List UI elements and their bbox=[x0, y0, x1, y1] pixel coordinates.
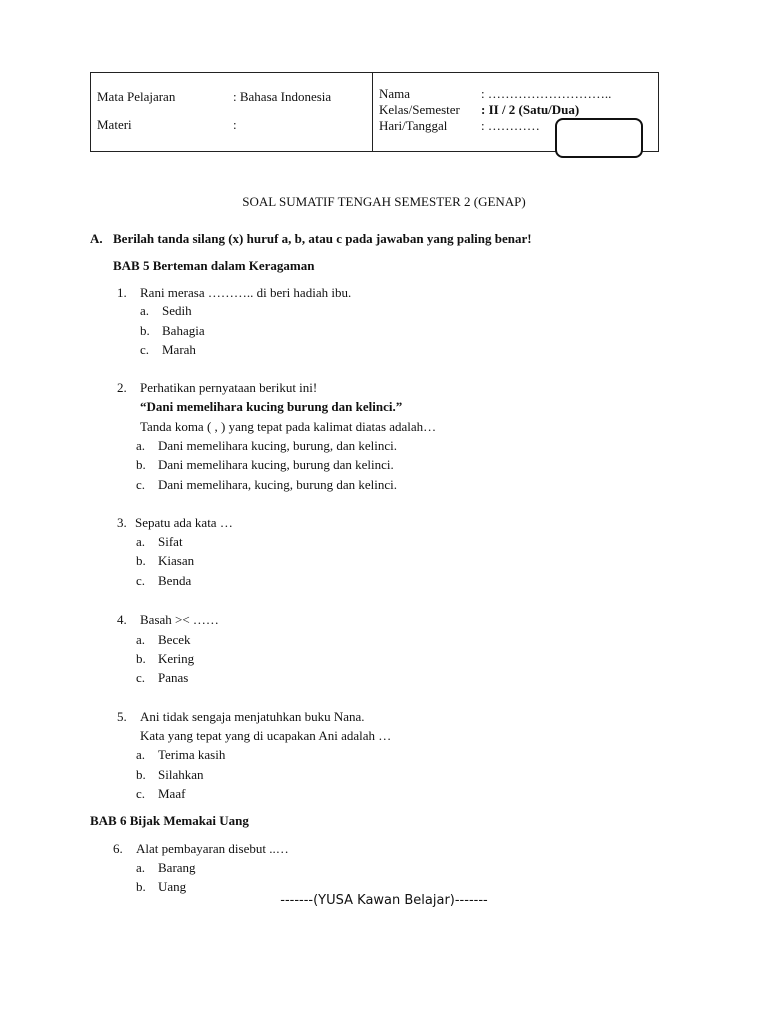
section-a-instruction: Berilah tanda silang (x) huruf a, b, atau c pada jawaban yang paling benar! bbox=[113, 231, 532, 246]
option-letter: a. bbox=[136, 438, 146, 453]
option-letter: a. bbox=[136, 747, 146, 762]
option-text: Panas bbox=[158, 670, 189, 685]
option-letter: a. bbox=[136, 632, 146, 647]
bab6-heading: BAB 6 Bijak Memakai Uang bbox=[90, 813, 249, 828]
materi-label: Materi bbox=[97, 117, 132, 132]
option-letter: b. bbox=[136, 457, 146, 472]
question-text: Sepatu ada kata … bbox=[135, 515, 233, 530]
option-text: Dani memelihara kucing, burung, dan kelinci. bbox=[158, 438, 397, 453]
option-text: Terima kasih bbox=[158, 747, 226, 762]
kelas-value: : II / 2 (Satu/Dua) bbox=[481, 102, 580, 117]
bab5-heading: BAB 5 Berteman dalam Keragaman bbox=[113, 258, 315, 273]
option-text: Silahkan bbox=[158, 767, 204, 782]
option-letter: c. bbox=[136, 786, 146, 801]
option-text: Bahagia bbox=[162, 323, 205, 338]
question-quote: “Dani memelihara kucing burung dan kelinci.” bbox=[140, 399, 403, 414]
question-text: Alat pembayaran disebut ..… bbox=[136, 841, 289, 856]
option-letter: b. bbox=[136, 651, 146, 666]
option-text: Kiasan bbox=[158, 553, 195, 568]
footer-watermark: -------(YUSA Kawan Belajar)------- bbox=[280, 893, 488, 908]
nama-value: : ……………………….. bbox=[481, 86, 612, 101]
question-text: Kata yang tepat yang di ucapakan Ani adalah … bbox=[140, 728, 392, 743]
option-text: Dani memelihara, kucing, burung dan kelinci. bbox=[158, 477, 397, 492]
option-text: Becek bbox=[158, 632, 191, 647]
question-number: 4. bbox=[117, 612, 127, 627]
page-title: SOAL SUMATIF TENGAH SEMESTER 2 (GENAP) bbox=[242, 194, 526, 209]
option-text: Marah bbox=[162, 342, 196, 357]
mapel-value: : Bahasa Indonesia bbox=[233, 89, 332, 104]
kelas-label: Kelas/Semester bbox=[379, 102, 460, 117]
option-text: Maaf bbox=[158, 786, 186, 801]
section-a-marker: A. bbox=[90, 231, 103, 246]
option-text: Barang bbox=[158, 860, 196, 875]
option-text: Kering bbox=[158, 651, 195, 666]
option-letter: b. bbox=[136, 879, 146, 894]
option-text: Sedih bbox=[162, 303, 192, 318]
option-letter: a. bbox=[136, 534, 146, 549]
hari-value: : ………… bbox=[481, 118, 540, 133]
question-text: Basah >< …… bbox=[140, 612, 219, 627]
question-text: Rani merasa ……….. di beri hadiah ibu. bbox=[140, 285, 352, 300]
question-number: 2. bbox=[117, 380, 127, 395]
option-letter: a. bbox=[136, 860, 146, 875]
option-letter: b. bbox=[140, 323, 150, 338]
hari-label: Hari/Tanggal bbox=[379, 118, 448, 133]
option-letter: c. bbox=[140, 342, 150, 357]
option-text: Benda bbox=[158, 573, 192, 588]
question-number: 1. bbox=[117, 285, 127, 300]
option-text: Uang bbox=[158, 879, 187, 894]
option-letter: a. bbox=[140, 303, 150, 318]
question-text: Perhatikan pernyataan berikut ini! bbox=[140, 380, 318, 395]
materi-value: : bbox=[233, 117, 237, 132]
question-number: 5. bbox=[117, 709, 127, 724]
option-letter: c. bbox=[136, 477, 146, 492]
nama-label: Nama bbox=[379, 86, 411, 101]
option-letter: c. bbox=[136, 670, 146, 685]
option-letter: b. bbox=[136, 767, 146, 782]
header-divider bbox=[372, 73, 373, 151]
score-box bbox=[555, 118, 643, 158]
option-letter: c. bbox=[136, 573, 146, 588]
question-text: Tanda koma ( , ) yang tepat pada kalimat diatas adalah… bbox=[140, 419, 437, 434]
question-text: Ani tidak sengaja menjatuhkan buku Nana. bbox=[140, 709, 365, 724]
question-number: 3. bbox=[117, 515, 127, 530]
option-text: Sifat bbox=[158, 534, 183, 549]
option-text: Dani memelihara kucing, burung dan kelinci. bbox=[158, 457, 394, 472]
mapel-label: Mata Pelajaran bbox=[97, 89, 176, 104]
option-letter: b. bbox=[136, 553, 146, 568]
question-number: 6. bbox=[113, 841, 123, 856]
